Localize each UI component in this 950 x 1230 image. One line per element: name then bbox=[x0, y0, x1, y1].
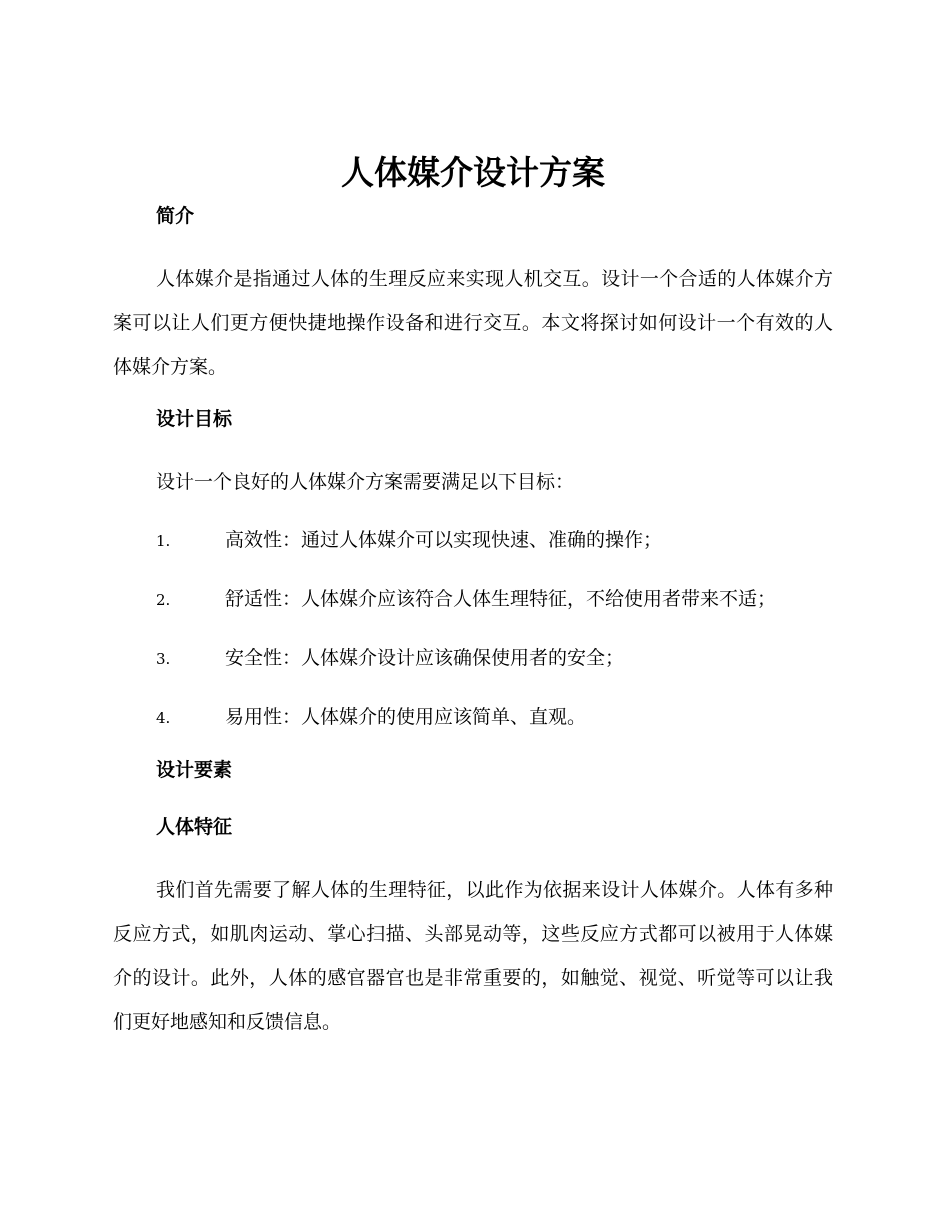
list-item-text: 安全性：人体媒介设计应该确保使用者的安全； bbox=[225, 647, 625, 669]
document-title: 人体媒介设计方案 bbox=[341, 153, 605, 192]
list-item-number: 4. bbox=[156, 709, 171, 727]
list-item bbox=[113, 518, 833, 563]
section-heading-intro: 简介 bbox=[156, 205, 195, 227]
intro-paragraph: 人体媒介是指通过人体的生理反应来实现人机交互。设计一个合适的人体媒介方案可以让人们更方便快捷地操作设备和进行交互。本文将探讨如何设计一个有效的人体媒介方案。 bbox=[113, 268, 833, 378]
subsection-heading-body-features: 人体特征 bbox=[156, 816, 233, 838]
list-item-number: 3. bbox=[156, 650, 171, 668]
list-item bbox=[113, 695, 833, 740]
list-item bbox=[113, 636, 833, 681]
list-item-text: 舒适性：人体媒介应该符合人体生理特征，不给使用者带来不适； bbox=[225, 588, 777, 610]
goals-lead-paragraph: 设计一个良好的人体媒介方案需要满足以下目标： bbox=[156, 471, 575, 493]
list-item-text: 高效性：通过人体媒介可以实现快速、准确的操作； bbox=[225, 529, 663, 551]
goals-list bbox=[113, 518, 833, 740]
section-heading-goals: 设计目标 bbox=[156, 408, 233, 430]
section-heading-elements: 设计要素 bbox=[156, 759, 233, 781]
document-page bbox=[113, 150, 833, 1058]
list-item-number: 2. bbox=[156, 591, 171, 609]
list-item-number: 1. bbox=[156, 532, 171, 550]
body-features-paragraph: 我们首先需要了解人体的生理特征，以此作为依据来设计人体媒介。人体有多种反应方式，如肌肉运动、掌心扫描、头部晃动等，这些反应方式都可以被用于人体媒介的设计。此外，人体的感官器官也是非常重要的，如触觉、视觉、听觉等可以让我们更好地感知和反馈信息。 bbox=[113, 879, 833, 1033]
list-item bbox=[113, 577, 833, 622]
list-item-text: 易用性：人体媒介的使用应该简单、直观。 bbox=[225, 706, 587, 728]
